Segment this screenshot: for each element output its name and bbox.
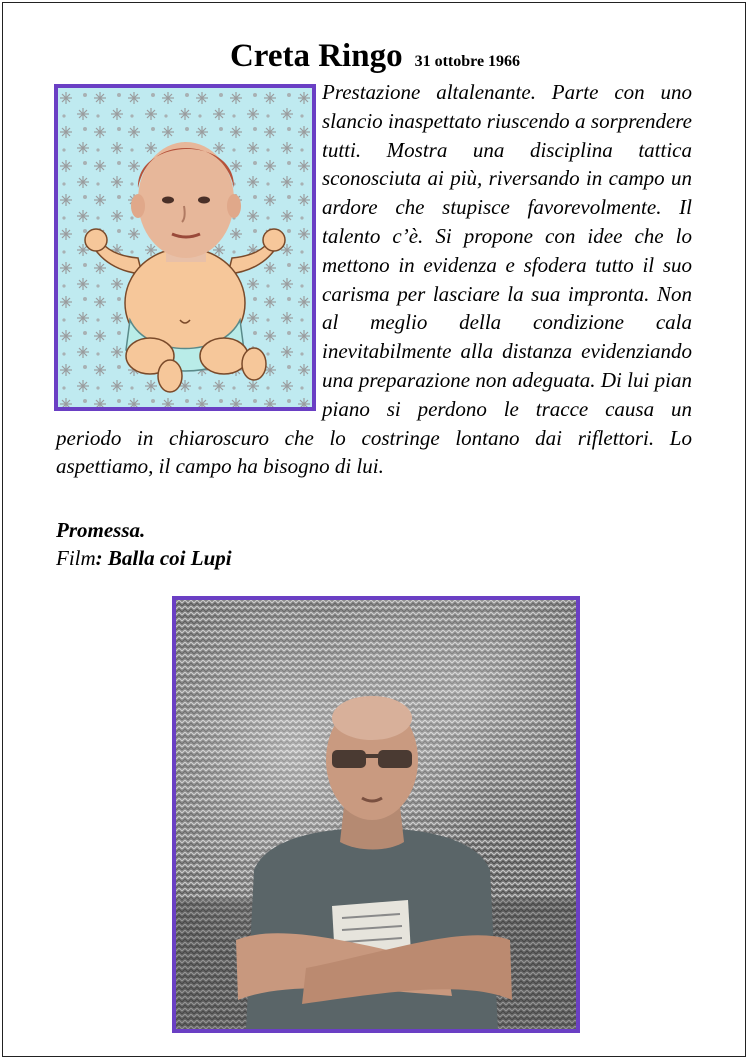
page-header [0,38,750,75]
film-line [56,546,232,571]
birth-date: 31 ottobre 1966 [414,53,521,70]
portrait-photo-illustration [176,600,576,1029]
page-title: Creta Ringo [229,38,403,74]
film-title: Balla coi Lupi [107,546,232,570]
film-prefix: Film [56,546,96,570]
baby-caricature-illustration [58,88,312,407]
film-colon: : [95,546,108,570]
bio-text: Prestazione altalenante. Parte con uno slancio inaspettato riuscendo a sorprendere tutti. Mostra una disciplina tattica sconosciuta ai più, riversando in campo un ardore che stupisce favorevolmente. Il talento c’è. Si propone con idee che lo mettono in evidenza e sfodera tutto il suo carisma per lasciare la sua impronta. Non al meglio della condizione cala inevitabilmente alla distanza evidenziando una preparazione non adeguata. Di lui pian piano si perdono le tracce causa un periodo in chiaroscuro che lo costringe lontano dai riflettori. Lo aspettiamo, il campo ha bisogno di lui. [56,80,692,479]
verdict-label: Promessa. [56,518,146,542]
portrait-photo [172,596,580,1033]
baby-caricature-image [54,84,316,411]
